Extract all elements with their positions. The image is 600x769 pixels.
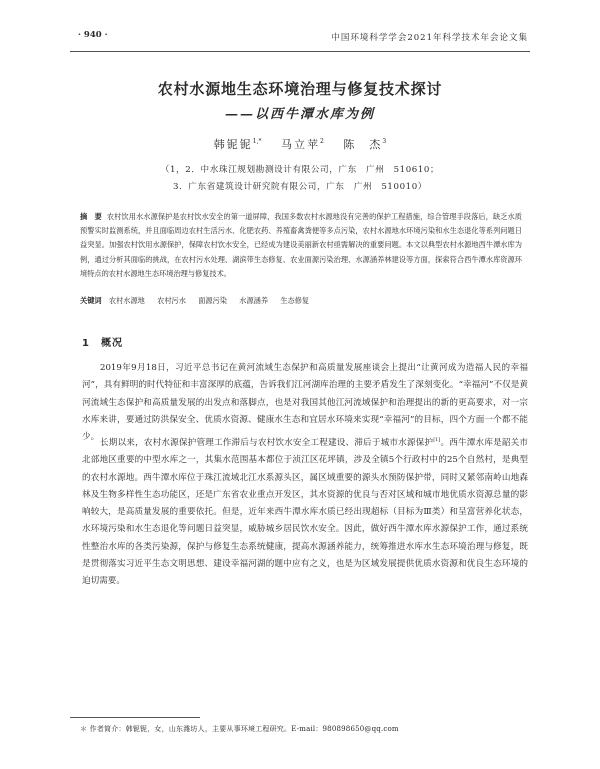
keyword-item: 农村水源地 <box>108 296 145 305</box>
keywords <box>80 296 522 306</box>
section-heading <box>82 334 123 349</box>
author-1: 韩铌铌$^{1,*}$ <box>213 138 262 151</box>
section-number: 1 <box>82 338 90 349</box>
author-3: 陈 杰$^3$ <box>343 138 387 151</box>
page-number: · 940 · <box>78 30 108 40</box>
keyword-item: 农村污水 <box>157 296 186 305</box>
citation-marker: [1] <box>433 437 441 443</box>
body-paragraph-2: 长期以来，农村水源保护管理工作滞后与农村饮水安全工程建设、滞后于城市水源保护[1]。西牛潭水库是韶关市北部地区重要的中型水库之一，其集水范围基本都位于浈江区花坪镇，涉及全镇5个行政村中的25个自然村，是典型的农村水源地。西牛潭水库位于珠江流域北江水系源头区，属区域重要的源头水预防保护带，同时又紧邻南岭山地森林及生物多样性生态功能区，还是广东省农业重点开发区，其水资源的优良与否对区域和城市地优质水资源总量的影响较大，是高质量发展的重要依托。但是，近年来西牛潭水库水质已经出现超标（目标为Ⅲ类）和呈富营养化状态，水环境污染和水生态退化等问题日益突显，威胁城乡居民饮水安全。因此，做好西牛潭水库水源保护工作，通过系统性整治水库的各类污染源，保护与修复生态系统健康，提高水源涵养能力，统筹推进水库水生态环境治理与修复，既是贯彻落实习近平生态文明思想、建设幸福河湖的题中应有之义，也是为区域发展提供优质水资源和优良生态环境的迫切需要。 <box>82 437 528 587</box>
journal-title: 中国环境科学学会2021年科学技术年会论文集 <box>331 33 528 43</box>
keywords-label: 关键词 <box>80 296 102 305</box>
abstract-label: 摘 要 <box>80 212 102 221</box>
body-paragraph-1: 2019年9月18日，习近平总书记在黄河流域生态保护和高质量发展座谈会上提出“让黄河成为造福人民的幸福河”，具有鲜明的时代特征和丰富深厚的底蕴，告诉我们江河湖库治理的主要矛盾发生了深刻变化。“幸福河”不仅是黄河流域生态保护和高质量发展的出发点和落脚点，也是对我国其他江河流域保护和治理提出的新的更高要求，对一宗水库来讲，要通过防洪保安全、优质水资源、健康水生态和宜居水环境来实现“幸福河”的目标，四个方面一个都不能少。 <box>82 363 528 443</box>
running-header <box>70 28 530 46</box>
affiliation-2: 3．广东省建筑设计研究院有限公司，广东 广州 510010） <box>173 182 427 192</box>
keyword-item: 面源污染 <box>198 296 227 305</box>
keyword-item: 生态修复 <box>280 296 310 305</box>
footnote: ＊ 作者简介：韩铌铌，女，山东潍坊人，主要从事环境工程研究。E-mail：980898650@qq.com <box>80 725 399 733</box>
paper-subtitle: ——以西牛潭水库为例 <box>224 107 375 122</box>
affiliation-1: （1，2．中水珠江规划勘测设计有限公司，广东 广州 510610； <box>160 165 440 175</box>
paper-title: 农村水源地生态环境治理与修复技术探讨 <box>157 80 443 98</box>
abstract-text: 农村饮用水水源保护是农村饮水安全的第一道屏障，我国多数农村水源地没有完善的保护工程措施，综合管理手段落后，缺乏水质预警实时监测系统，并且面临周边农村生活污水、化肥农药、养殖畜禽粪便等多点污染，农村水源地水环境污染和水生态退化等系列问题日益突显。加强农村饮用水源保护，保障农村饮水安全，已经成为建设美丽新农村亟需解决的重要问题。本文以典型农村水源地西牛潭水库为例，通过分析其面临的挑战，在农村污水处理、湖滨带生态修复、农业面源污染治理、水源涵养林建设等方面，探索符合西牛潭水库资源环境特点的农村水源地生态环境治理与修复技术。 <box>80 212 522 278</box>
author-list <box>0 136 600 152</box>
section-title: 概况 <box>100 338 123 349</box>
header-rule <box>70 51 530 52</box>
abstract <box>80 210 522 281</box>
author-2: 马立苹$^2$ <box>281 138 324 151</box>
footnote-rule <box>70 717 200 718</box>
keyword-item: 水源涵养 <box>239 296 269 305</box>
